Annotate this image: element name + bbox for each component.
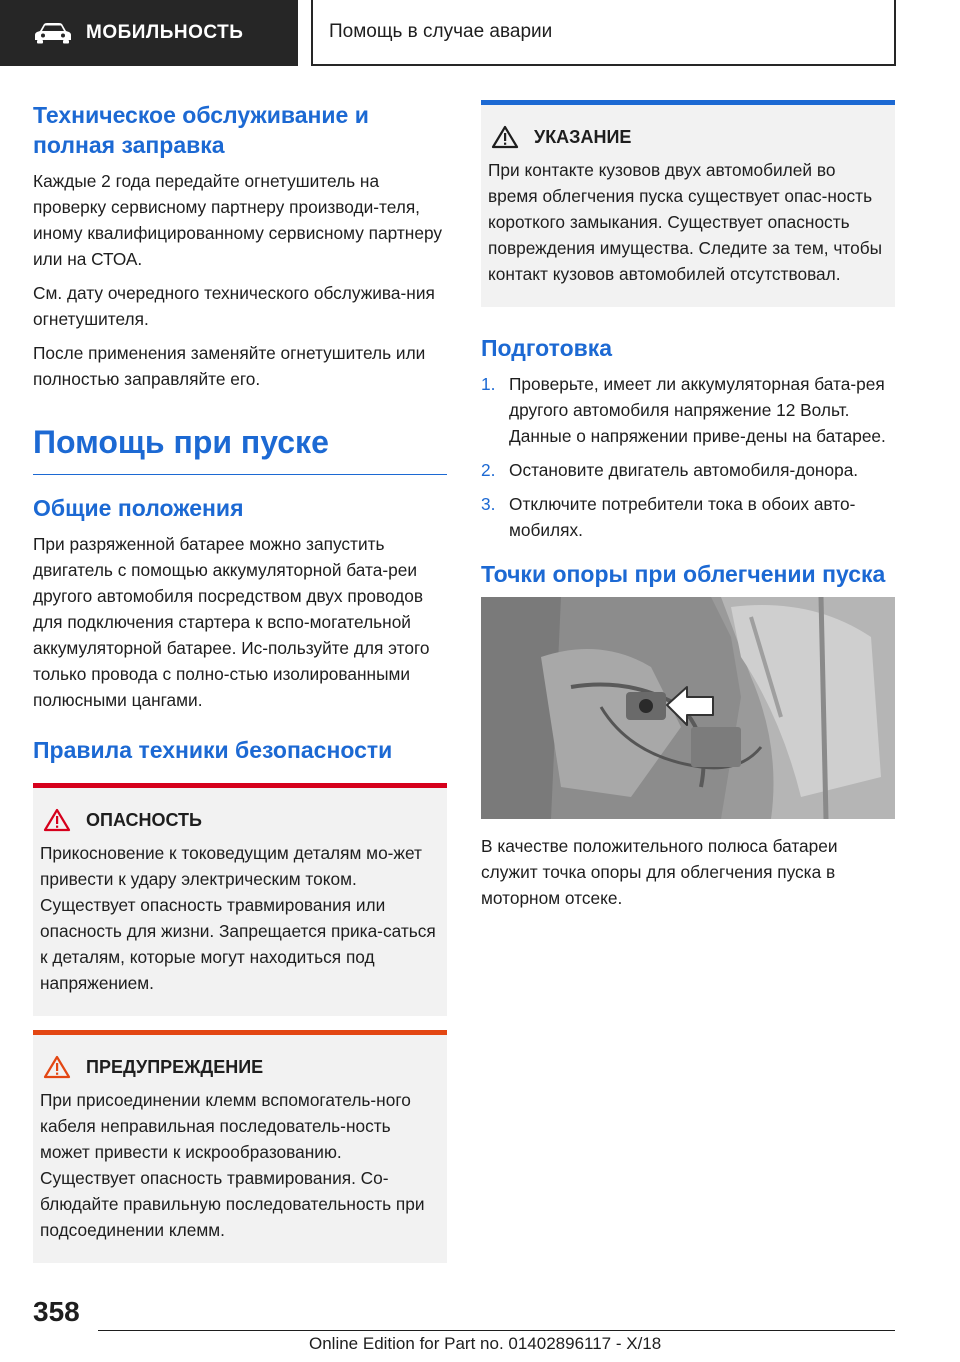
chapter-box <box>311 0 896 66</box>
step-text: Отключите потребители тока в обоих авто-мобилях. <box>509 494 856 540</box>
warning-title-row <box>40 1055 437 1079</box>
section-title: МОБИЛЬНОСТЬ <box>86 22 244 43</box>
danger-text: Прикосновение к токоведущим деталям мо-жет привести к удару электрическим током. Существует опасность травмирования или опасность для жизни. Запрещается прика-саться к деталям, которые могут находиться под напряжением. <box>40 843 436 993</box>
list-item <box>481 457 895 483</box>
danger-title: ОПАСНОСТЬ <box>86 809 202 830</box>
chapter-title: Помощь в случае аварии <box>329 21 553 42</box>
note-title: УКАЗАНИЕ <box>534 126 632 147</box>
warning-triangle-icon <box>43 808 71 832</box>
step-number: 3. <box>481 494 496 514</box>
paragraph-maintenance-1: Каждые 2 года передайте огнетушитель на проверку сервисному партнеру производи-теля, иному квалифицированному сервисному партнеру или на СТОА. <box>33 171 443 269</box>
photo-caption: В качестве положительного полюса батареи служит точка опоры для облегчения пуска в моторном отсеке. <box>481 836 838 908</box>
step-number: 1. <box>481 374 496 394</box>
page-number: 358 <box>33 1296 80 1327</box>
right-column <box>481 100 895 919</box>
heading-maintenance: Техническое обслуживание и полная заправка <box>33 102 369 158</box>
left-column <box>33 100 447 1263</box>
paragraph-maintenance-3: После применения заменяйте огнетушитель или полностью заправляйте его. <box>33 343 426 389</box>
heading-start-help: Помощь при пуске <box>33 422 447 475</box>
footer-divider <box>98 1330 895 1331</box>
car-icon <box>34 22 72 44</box>
heading-jump-points: Точки опоры при облегчении пуска <box>481 561 886 587</box>
note-text: При контакте кузовов двух автомобилей во время облегчения пуска существует опас-ность короткого замыкания. Существует опасность повреждения имущества. Следите за тем, чтобы контакт кузовов автомобилей отсутствовал. <box>488 160 883 284</box>
danger-title-row <box>40 808 437 832</box>
heading-general: Общие положения <box>33 495 244 521</box>
note-callout <box>481 100 895 307</box>
list-item <box>481 371 895 449</box>
list-item <box>481 491 895 543</box>
warning-text: При присоединении клемм вспомогатель-ного кабеля неправильная последователь-ность может привести к искрообразованию. Существует опасность травмирования. Со-блюдайте правильную последовательность при подсоединении клемм. <box>40 1090 425 1240</box>
warning-triangle-icon <box>43 1055 71 1079</box>
warning-title: ПРЕДУПРЕЖДЕНИЕ <box>86 1056 264 1077</box>
section-tab <box>0 0 298 66</box>
note-title-row <box>488 125 885 149</box>
heading-preparation: Подготовка <box>481 335 613 361</box>
steps-list <box>481 371 895 543</box>
page-header <box>0 0 960 66</box>
paragraph-maintenance-2: См. дату очередного технического обслужива-ния огнетушителя. <box>33 283 435 329</box>
step-number: 2. <box>481 460 496 480</box>
warning-callout <box>33 1030 447 1263</box>
edition-text: Online Edition for Part no. 01402896117 - X/18 <box>309 1334 662 1353</box>
danger-callout <box>33 783 447 1016</box>
engine-bay-photo <box>481 597 895 819</box>
step-text: Остановите двигатель автомобиля-донора. <box>509 460 859 480</box>
heading-safety: Правила техники безопасности <box>33 737 393 763</box>
warning-triangle-icon <box>491 125 519 149</box>
step-text: Проверьте, имеет ли аккумуляторная бата-рея другого автомобиля напряжение 12 Вольт. Данные о напряжении приве-дены на батарее. <box>509 374 886 446</box>
paragraph-general: При разряженной батарее можно запустить двигатель с помощью аккумуляторной бата-реи другого автомобиля посредством двух проводов для подключения стартера к вспо-могательной аккумуляторной батарее. Ис-пользуйте для этого только провода с полно-стью изолированными полюсными цангами. <box>33 534 430 710</box>
